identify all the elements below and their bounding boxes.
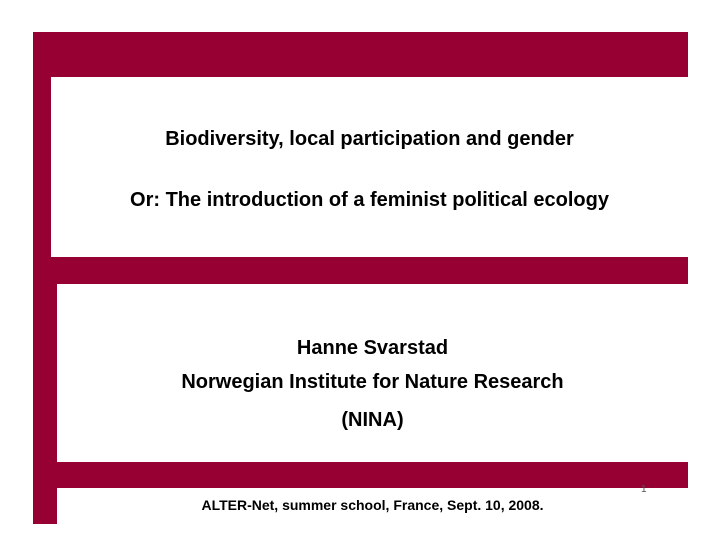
footer-text: ALTER-Net, summer school, France, Sept. 10, 2008.	[201, 497, 544, 513]
author-name: Hanne Svarstad	[296, 337, 449, 359]
slide-subtitle: Or: The introduction of a feminist political ecology	[130, 189, 609, 211]
author-panel	[57, 284, 688, 462]
title-panel	[51, 77, 688, 257]
slide-title: Biodiversity, local participation and gender	[165, 128, 574, 150]
page-number: 1	[641, 484, 647, 495]
footer-panel	[57, 488, 688, 524]
institution-name: Norwegian Institute for Nature Research	[181, 371, 564, 393]
institution-abbreviation: (NINA)	[341, 409, 404, 431]
